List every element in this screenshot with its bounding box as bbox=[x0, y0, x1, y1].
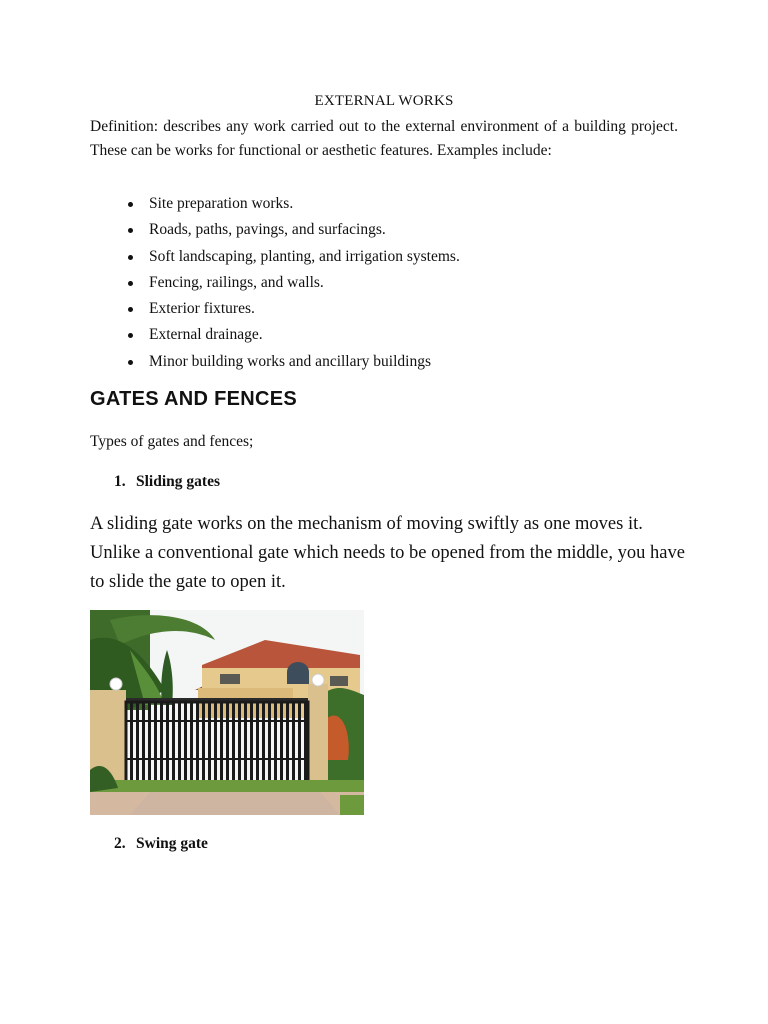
bullet-icon bbox=[128, 360, 133, 365]
bullet-icon bbox=[128, 255, 133, 260]
examples-list bbox=[90, 191, 460, 375]
list-item bbox=[90, 349, 460, 375]
list-item-text: Minor building works and ancillary buildings bbox=[149, 352, 431, 370]
bullet-icon bbox=[128, 202, 133, 207]
bullet-icon bbox=[128, 228, 133, 233]
bullet-icon bbox=[128, 333, 133, 338]
list-item-text: Roads, paths, pavings, and surfacings. bbox=[149, 221, 386, 239]
item-number: 2. bbox=[114, 835, 126, 852]
sliding-gate-paragraph: A sliding gate works on the mechanism of moving swiftly as one moves it. Unlike a conventional gate which needs to be opened from the middle, you have to slide the gate to open it. bbox=[90, 514, 685, 592]
list-item bbox=[90, 244, 460, 270]
sliding-gate-photo bbox=[90, 610, 364, 815]
list-item bbox=[90, 217, 460, 243]
bullet-icon bbox=[128, 281, 133, 286]
document-title: EXTERNAL WORKS bbox=[314, 93, 454, 109]
numbered-item-swing-gate bbox=[114, 835, 208, 853]
list-item bbox=[90, 191, 460, 217]
numbered-item-sliding-gates bbox=[114, 473, 220, 491]
list-item-text: Fencing, railings, and walls. bbox=[149, 273, 324, 291]
item-number: 1. bbox=[114, 473, 126, 490]
list-item bbox=[90, 296, 460, 322]
list-item bbox=[90, 322, 460, 348]
list-item-text: Site preparation works. bbox=[149, 195, 294, 212]
list-item bbox=[90, 270, 460, 296]
bullet-icon bbox=[128, 307, 133, 312]
types-intro: Types of gates and fences; bbox=[90, 433, 254, 450]
section-heading: GATES AND FENCES bbox=[90, 388, 298, 410]
item-label: Swing gate bbox=[136, 835, 208, 852]
list-item-text: External drainage. bbox=[149, 326, 263, 344]
list-item-text: Exterior fixtures. bbox=[149, 300, 255, 318]
item-label: Sliding gates bbox=[136, 473, 220, 490]
definition-paragraph: Definition: describes any work carried out to the external environment of a building project. These can be works for functional or aesthetic features. Examples include: bbox=[90, 118, 678, 159]
list-item-text: Soft landscaping, planting, and irrigation systems. bbox=[149, 247, 460, 265]
